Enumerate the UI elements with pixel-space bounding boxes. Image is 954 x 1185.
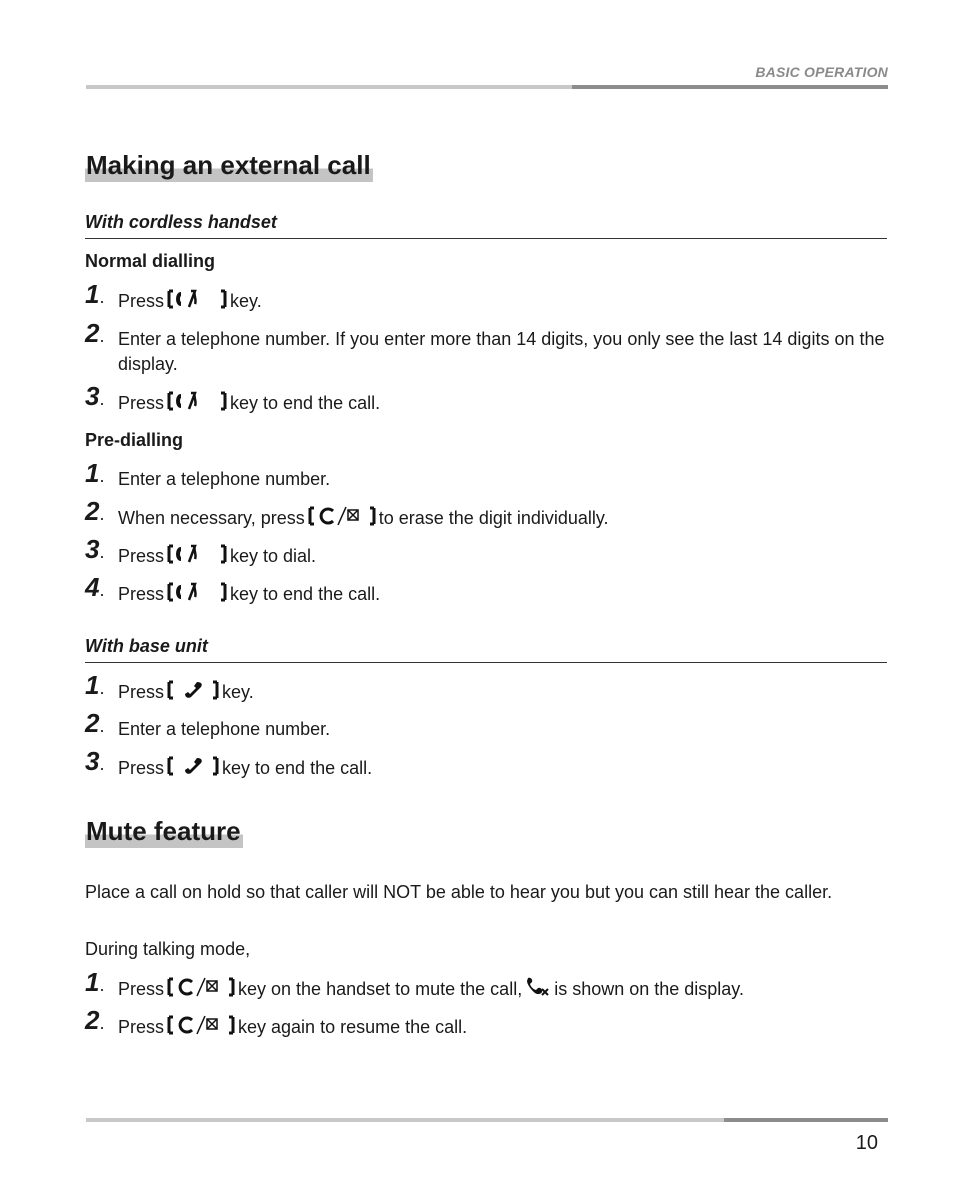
section-title-making-call: Making an external call (86, 150, 371, 180)
base-phone-key-icon (167, 679, 219, 701)
heading-normal-dialling: Normal dialling (85, 251, 216, 271)
heading-pre-dialling: Pre-dialling (85, 430, 184, 450)
header-rule (86, 85, 888, 89)
talk-end-key-icon (167, 288, 227, 310)
footer-rule (86, 1118, 888, 1122)
talk-end-key-icon (167, 581, 227, 603)
clear-mute-key-icon (167, 1014, 235, 1036)
list-item: 2 . Enter a telephone number. If you enter more than 14 digits, you only see the last 14 digits on the display. (85, 327, 887, 377)
talk-end-key-icon (167, 543, 227, 565)
mute-intro: Place a call on hold so that caller will NOT be able to hear you but you can still hear the caller. (85, 882, 833, 902)
clear-mute-key-icon (167, 976, 235, 998)
list-item: 1 . Press key on the handset to mute the call, is shown on the display. (85, 976, 887, 1002)
list-item: 2 . When necessary, press to erase the digit individually. (85, 505, 887, 531)
section-title-mute: Mute feature (86, 816, 241, 846)
list-item: 2 . Press key again to resume the call. (85, 1014, 887, 1040)
list-item: 1 . Press key. (85, 679, 887, 705)
subsection-base-unit: With base unit (85, 636, 887, 663)
list-item: 1 . Press key. (85, 288, 887, 314)
list-item: 3 . Press key to end the call. (85, 390, 887, 416)
list-item: 4 . Press key to end the call. (85, 581, 887, 607)
mute-mode: During talking mode, (85, 939, 251, 959)
list-item: 1 . Enter a telephone number. (85, 467, 887, 492)
list-item: 3 . Press key to end the call. (85, 755, 887, 781)
running-header: BASIC OPERATION (755, 64, 888, 80)
list-item: 2 . Enter a telephone number. (85, 717, 887, 742)
subsection-cordless: With cordless handset (85, 212, 887, 239)
list-item: 3 . Press key to dial. (85, 543, 887, 569)
base-phone-key-icon (167, 755, 219, 777)
page-number: 10 (855, 1132, 878, 1154)
mute-indicator-icon (525, 976, 551, 998)
clear-mute-key-icon (308, 505, 376, 527)
talk-end-key-icon (167, 390, 227, 412)
